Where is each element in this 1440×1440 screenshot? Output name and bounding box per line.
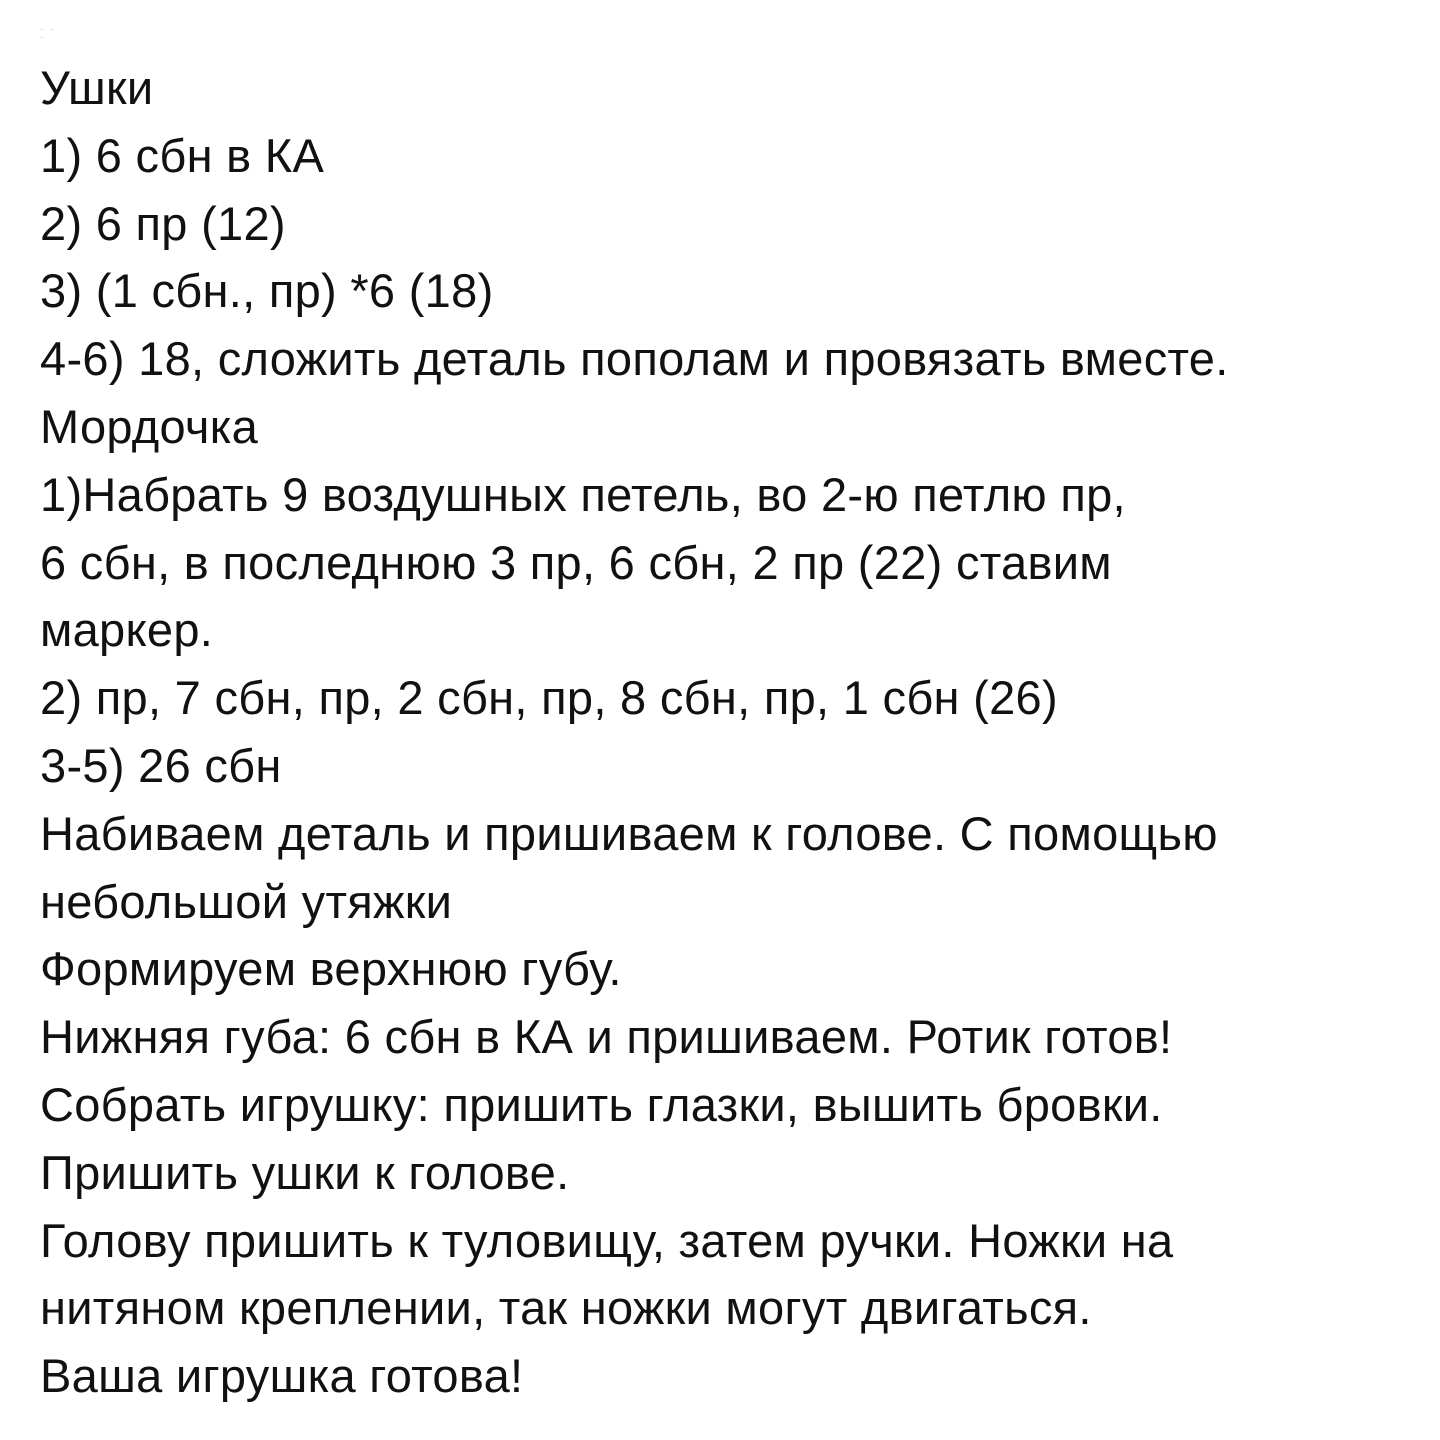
assembly-instruction-3: Голову пришить к туловищу, затем ручки. Ножки на — [40, 1213, 1174, 1267]
ears-row-2: 2) 6 пр (12) — [40, 196, 286, 250]
muzzle-row-3-5: 3-5) 26 сбн — [40, 738, 282, 792]
assembly-instruction-1: Собрать игрушку: пришить глазки, вышить бровки. — [40, 1077, 1163, 1131]
muzzle-row-1-part-2: 6 сбн, в последнюю 3 пр, 6 сбн, 2 пр (22) ставим — [40, 535, 1112, 589]
assembly-instruction-4: нитяном креплении, так ножки могут двигаться. — [40, 1281, 1092, 1335]
muzzle-row-1-part-1: 1)Набрать 9 воздушных петель, во 2-ю петлю пр, — [40, 467, 1126, 521]
muzzle-row-2: 2) пр, 7 сбн, пр, 2 сбн, пр, 8 сбн, пр, 1 сбн (26) — [40, 671, 1058, 725]
lower-lip-instruction: Нижняя губа: 6 сбн в КА и пришиваем. Ротик готов! — [40, 1010, 1173, 1064]
ears-row-1: 1) 6 сбн в КА — [40, 128, 325, 182]
heading-ears: Ушки — [40, 61, 154, 114]
heading-muzzle: Мордочка — [40, 399, 259, 453]
muzzle-instruction-2: небольшой утяжки — [40, 874, 453, 928]
assembly-instruction-2: Пришить ушки к голове. — [40, 1145, 570, 1199]
muzzle-instruction-1: Набиваем деталь и пришиваем к голове. С помощью — [40, 806, 1218, 860]
muzzle-row-1-part-3: маркер. — [40, 603, 214, 657]
ears-row-4-6: 4-6) 18, сложить деталь пополам и провязать вместе. — [40, 332, 1229, 386]
ears-row-3: 3) (1 сбн., пр) *6 (18) — [40, 264, 494, 318]
final-note: Ваша игрушка готова! — [40, 1349, 524, 1403]
upper-lip-instruction: Формируем верхнюю губу. — [40, 942, 622, 996]
note-body — [40, 54, 1410, 1410]
top-dots-mark: · · · — [40, 24, 56, 43]
